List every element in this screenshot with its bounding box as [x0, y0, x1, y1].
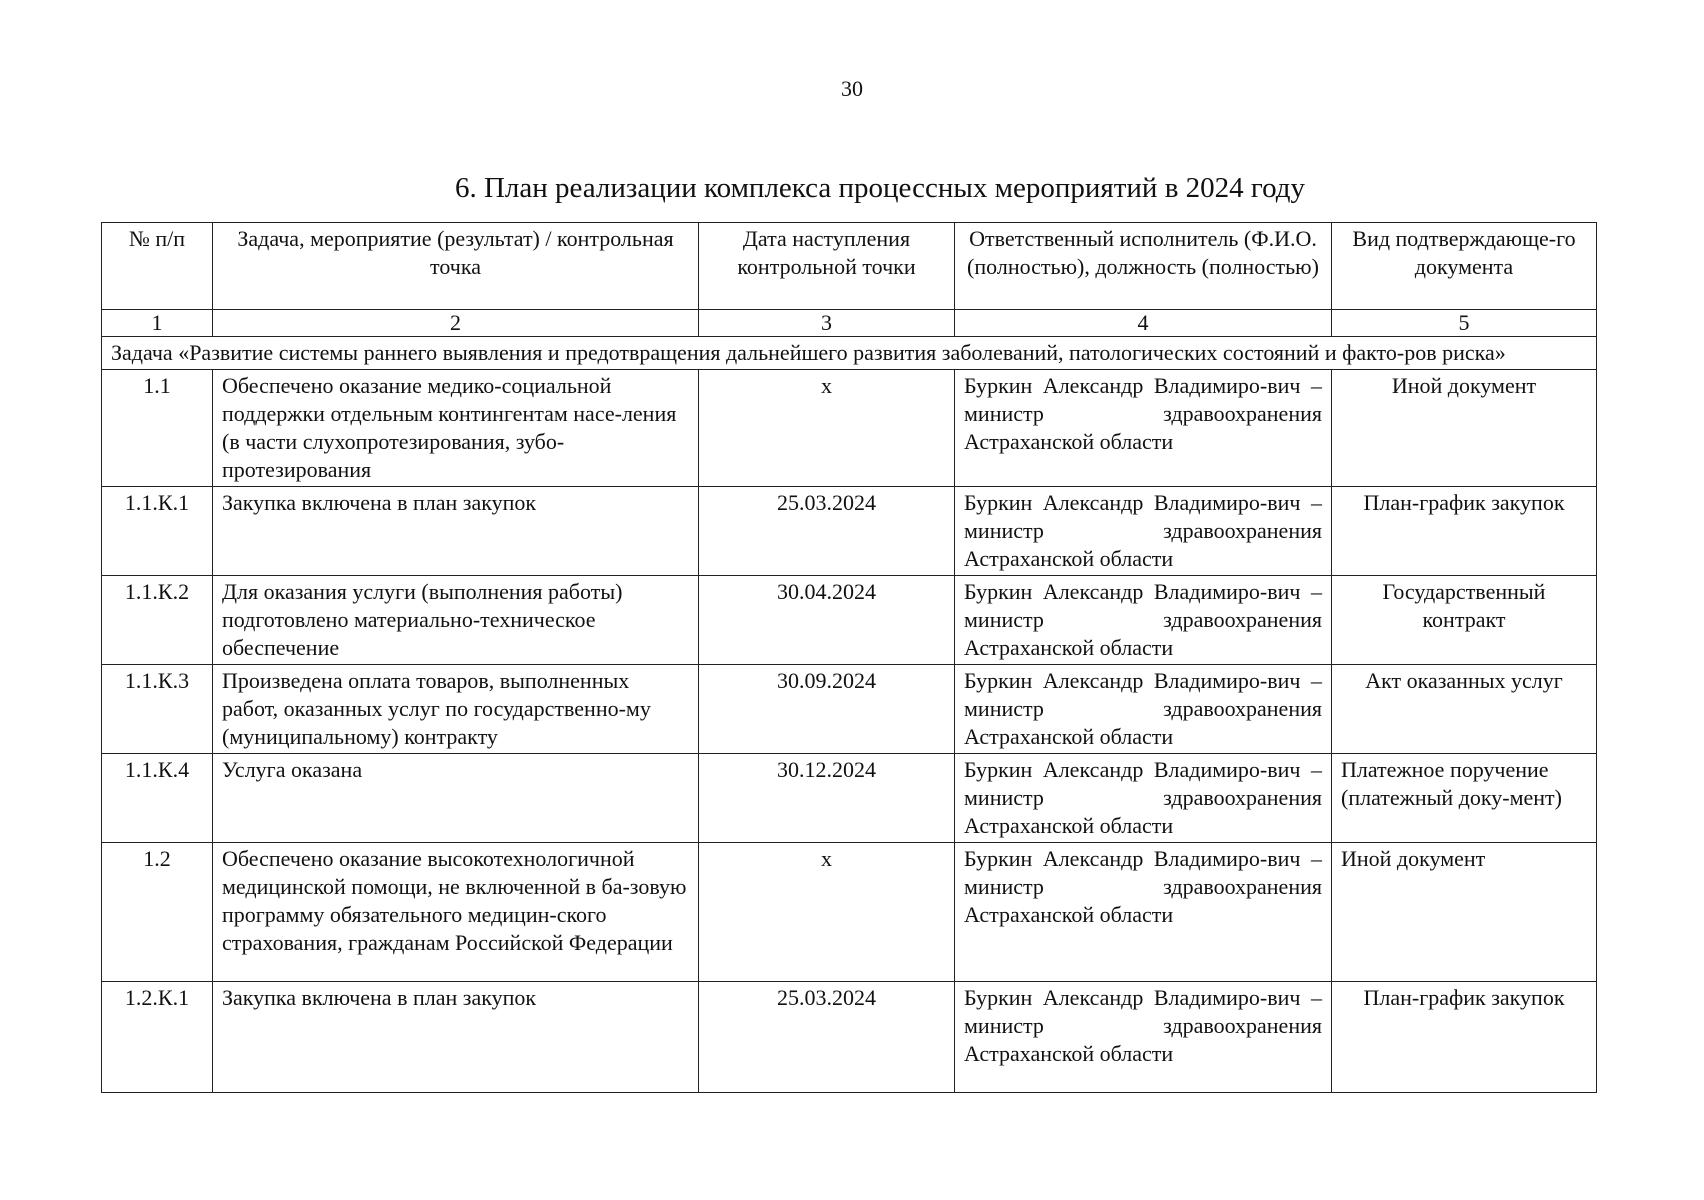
- row-date: 25.03.2024: [699, 982, 955, 1093]
- row-date: 30.04.2024: [699, 576, 955, 665]
- header-responsible: Ответственный исполнитель (Ф.И.О. (полностью), должность (полностью): [955, 223, 1332, 310]
- row-responsible: Буркин Александр Владимиро-вич – министр здравоохранения Астраханской области: [955, 843, 1332, 982]
- column-number-row: [102, 310, 1597, 337]
- row-number: 1.2: [102, 843, 213, 982]
- table-row: [102, 665, 1597, 754]
- row-text: Закупка включена в план закупок: [213, 982, 699, 1093]
- plan-table: [101, 222, 1597, 1093]
- table-row: [102, 754, 1597, 843]
- row-number: 1.1.К.1: [102, 487, 213, 576]
- row-text: Закупка включена в план закупок: [213, 487, 699, 576]
- column-number: 2: [213, 310, 699, 337]
- row-responsible: Буркин Александр Владимиро-вич – министр здравоохранения Астраханской области: [955, 576, 1332, 665]
- row-document: План-график закупок: [1332, 982, 1597, 1093]
- row-responsible: Буркин Александр Владимиро-вич – министр здравоохранения Астраханской области: [955, 487, 1332, 576]
- page-number: 30: [841, 76, 863, 101]
- section-title: 6. План реализации комплекса процессных мероприятий в 2024 году: [454, 172, 1305, 204]
- row-date: х: [699, 843, 955, 982]
- column-number: 5: [1332, 310, 1597, 337]
- row-date: 30.09.2024: [699, 665, 955, 754]
- header-document: Вид подтверждающе-го документа: [1332, 223, 1597, 310]
- row-number: 1.1.К.2: [102, 576, 213, 665]
- row-responsible: Буркин Александр Владимиро-вич – министр здравоохранения Астраханской области: [955, 370, 1332, 487]
- row-text: Обеспечено оказание высокотехнологичной медицинской помощи, не включенной в ба-зовую программу обязательного медицин-ского страхования, гражданам Российской Федерации: [213, 843, 699, 982]
- column-number: 3: [699, 310, 955, 337]
- row-date: 25.03.2024: [699, 487, 955, 576]
- table-row: [102, 843, 1597, 982]
- task-row: [102, 337, 1597, 370]
- row-number: 1.2.К.1: [102, 982, 213, 1093]
- table-row: [102, 576, 1597, 665]
- row-document: Иной документ: [1332, 370, 1597, 487]
- row-text: Произведена оплата товаров, выполненных работ, оказанных услуг по государственно-му (муниципальному) контракту: [213, 665, 699, 754]
- row-responsible: Буркин Александр Владимиро-вич – министр здравоохранения Астраханской области: [955, 982, 1332, 1093]
- row-number: 1.1.К.4: [102, 754, 213, 843]
- column-number: 1: [102, 310, 213, 337]
- row-number: 1.1.К.3: [102, 665, 213, 754]
- header-task: Задача, мероприятие (результат) / контрольная точка: [213, 223, 699, 310]
- row-text: Услуга оказана: [213, 754, 699, 843]
- row-text: Для оказания услуги (выполнения работы) подготовлено материально-техническое обеспечение: [213, 576, 699, 665]
- row-document: План-график закупок: [1332, 487, 1597, 576]
- task-text: Задача «Развитие системы раннего выявления и предотвращения дальнейшего развития заболеваний, патологических состояний и факто-ров риска»: [102, 337, 1597, 370]
- column-number: 4: [955, 310, 1332, 337]
- header-date: Дата наступления контрольной точки: [699, 223, 955, 310]
- row-number: 1.1: [102, 370, 213, 487]
- table-row: [102, 982, 1597, 1093]
- header-num: № п/п: [102, 223, 213, 310]
- row-text: Обеспечено оказание медико-социальной поддержки отдельным контингентам насе-ления (в части слухопротезирования, зубо-протезирования: [213, 370, 699, 487]
- row-document: Платежное поручение (платежный доку-мент): [1332, 754, 1597, 843]
- row-document: Иной документ: [1332, 843, 1597, 982]
- row-responsible: Буркин Александр Владимиро-вич – министр здравоохранения Астраханской области: [955, 665, 1332, 754]
- row-date: 30.12.2024: [699, 754, 955, 843]
- row-document: Акт оказанных услуг: [1332, 665, 1597, 754]
- table-header-row: [102, 223, 1597, 310]
- table-row: [102, 370, 1597, 487]
- table-row: [102, 487, 1597, 576]
- row-document: Государственный контракт: [1332, 576, 1597, 665]
- row-responsible: Буркин Александр Владимиро-вич – министр здравоохранения Астраханской области: [955, 754, 1332, 843]
- row-date: х: [699, 370, 955, 487]
